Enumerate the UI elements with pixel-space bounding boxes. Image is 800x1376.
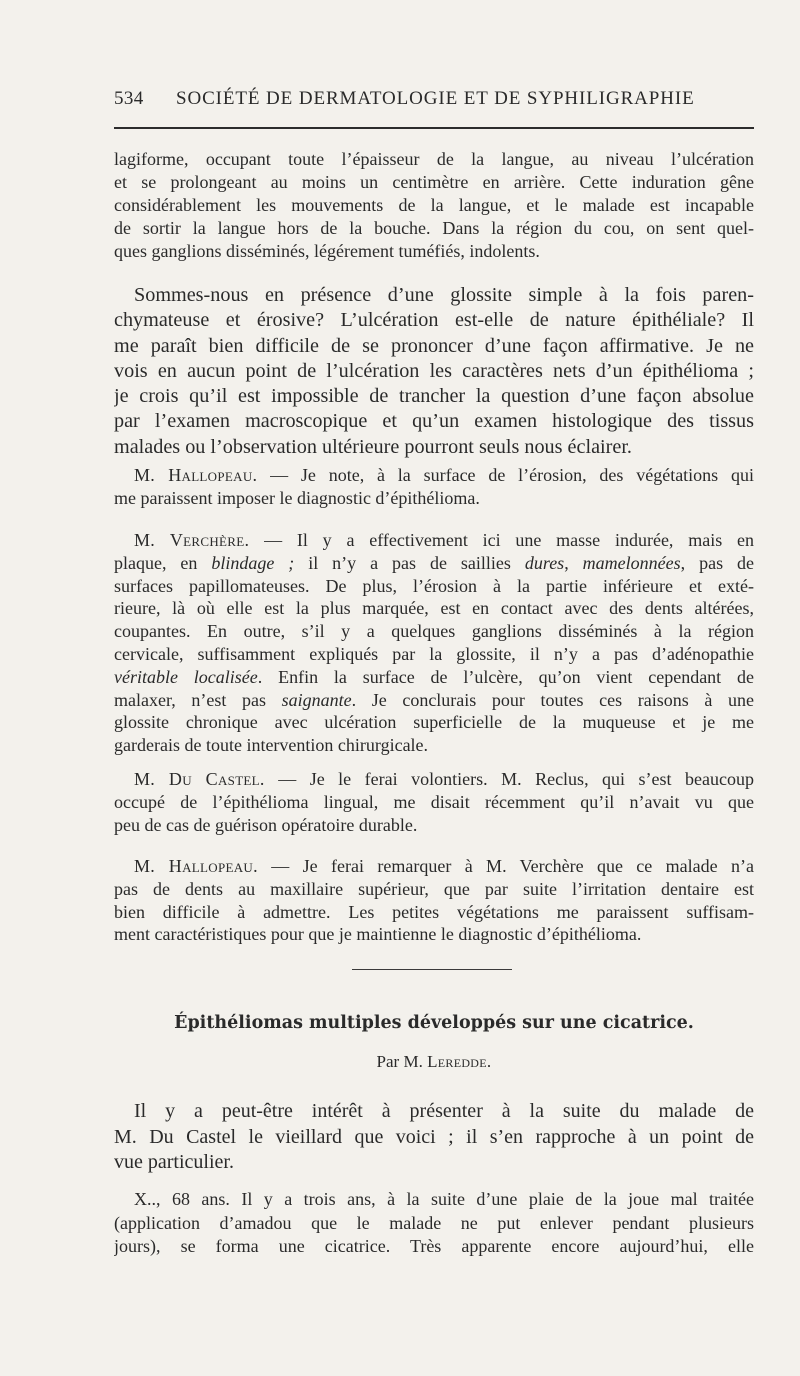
- author-name: Leredde.: [427, 1052, 492, 1071]
- text-line: peu de cas de guérison opératoire durable.: [114, 814, 418, 835]
- paragraph-4: M. Verchère. — Il y a effectivement ici une masse indurée, mais en plaque, en blindage ; il n’y a pas de saillies dures, mamelonnées, pas de surfaces papillomateuses. De plus, l’érosion à la partie inférieure et exté- rieure, là où elle est la plus marquée, est en contact avec des dents altérées, coupantes. En outre, s’il y a quelques ganglions disséminés à la région cervicale, suffisamment expliqués par la glossite, il n’y a pas d’adénopathie véritable localisée. Enfin la surface de l’ulcère, qu’on vient cependant de malaxer, n’est pas saignante. Je conclurais pour toutes ces raisons à une glossite chronique avec ulcération superficielle de la muqueuse et je me garderais de toute intervention chirurgicale.: [114, 530, 754, 756]
- text-line: jours), se forma une cicatrice. Très apparente encore aujourd’hui, elle: [114, 1236, 754, 1256]
- section-divider: [352, 969, 512, 970]
- text-line: et se prolongeant au moins un centimètre en arrière. Cette induration gêne: [114, 172, 754, 192]
- running-title: SOCIÉTÉ DE DERMATOLOGIE ET DE SYPHILIGRAPHIE: [176, 88, 695, 109]
- text-line: Il y a peut-être intérêt à présenter à la suite du malade de: [134, 1100, 754, 1122]
- paragraph-5: M. Du Castel. — Je le ferai volontiers. M. Reclus, qui s’est beaucoup occupé de l’épithélioma lingual, me disait récemment qu’il n’avait vu que peu de cas de guérison opératoire durable.: [114, 769, 754, 835]
- text-line: ment caractéristiques pour que je maintienne le diagnostic d’épithélioma.: [114, 924, 642, 945]
- running-header: [114, 88, 754, 116]
- text-line: me paraissent imposer le diagnostic d’épithélioma.: [114, 487, 480, 508]
- text-line: vue particulier.: [114, 1151, 234, 1173]
- text-line: coupantes. En outre, s’il y a quelques ganglions disséminés à la région: [114, 621, 754, 642]
- speaker-name: M. Verchère.: [134, 530, 250, 550]
- text-line: Sommes-nous en présence d’une glossite simple à la fois paren-: [134, 284, 754, 306]
- text-line: M. Du Castel le vieillard que voici ; il s’en rapproche à un point de: [114, 1125, 754, 1148]
- text-line: (application d’amadou que le malade ne put enlever pendant plusieurs: [114, 1212, 754, 1233]
- text-line: rieure, là où elle est la plus marquée, est en contact avec des dents altérées,: [114, 598, 754, 619]
- text-line: vois en aucun point de l’ulcération les caractères nets d’un épithélioma ;: [114, 359, 754, 382]
- speaker-name: M. Hallopeau.: [134, 856, 258, 876]
- text-line: considérablement les mouvements de la langue, et le malade est incapable: [114, 195, 754, 215]
- text-line: me paraît bien difficile de se prononcer d’une façon affirmative. Je ne: [114, 334, 754, 357]
- text-line: X.., 68 ans. Il y a trois ans, à la suite d’une plaie de la joue mal traitée: [134, 1189, 754, 1209]
- header-rule: [114, 127, 754, 129]
- paragraph-3: M. Hallopeau. — Je note, à la surface de l’érosion, des végétations qui me paraissent imposer le diagnostic d’épithélioma.: [114, 465, 754, 508]
- text-line: je crois qu’il est impossible de trancher la question d’une façon absolue: [114, 385, 754, 408]
- text-line: surfaces papillomateuses. De plus, l’érosion à la partie inférieure et exté-: [114, 575, 754, 596]
- speaker-name: M. Du Castel.: [134, 769, 265, 789]
- speaker-name: M. Hallopeau.: [134, 465, 258, 485]
- text-line: lagiforme, occupant toute l’épaisseur de la langue, au niveau l’ulcération: [114, 149, 754, 169]
- text-line: occupé de l’épithélioma lingual, me disait récemment qu’il n’avait vu que: [114, 791, 754, 812]
- text-line: bien difficile à admettre. Les petites végétations me paraissent suffisam-: [114, 901, 754, 922]
- text-line: ques ganglions disséminés, légérement tuméfiés, indolents.: [114, 241, 540, 261]
- paragraph-6: M. Hallopeau. — Je ferai remarquer à M. Verchère que ce malade n’a pas de dents au maxillaire supérieur, que par suite l’irritation dentaire est bien difficile à admettre. Les petites végétations me paraissent suffisam- ment caractéristiques pour que je maintienne le diagnostic d’épithélioma.: [114, 856, 754, 945]
- text-line: glossite chronique avec ulcération superficielle de la muqueuse et je me: [114, 712, 754, 733]
- paragraph-1: [114, 148, 754, 263]
- paragraph-8: [114, 1188, 754, 1259]
- text-line: par l’examen macroscopique et qu’un examen histologique des tissus: [114, 410, 754, 433]
- text-line: cervicale, suffisamment expliqués par la glossite, il n’y a pas d’adénopathie: [114, 643, 754, 664]
- text-line: de sortir la langue hors de la bouche. Dans la région du cou, on sent quel-: [114, 218, 754, 238]
- text-line: chymateuse et érosive? L’ulcération est-elle de nature épithéliale? Il: [114, 309, 754, 332]
- text-line: malades ou l’observation ultérieure pourront seuls nous éclairer.: [114, 435, 632, 458]
- paragraph-2: [114, 283, 754, 460]
- paragraph-7: [114, 1099, 754, 1176]
- section-title: Épithéliomas multiples développés sur une cicatrice.: [174, 1013, 694, 1033]
- text-line: garderais de toute intervention chirurgicale.: [114, 735, 429, 756]
- page-number: 534: [114, 88, 144, 109]
- text-line: pas de dents au maxillaire supérieur, que par suite l’irritation dentaire est: [114, 878, 754, 899]
- author-byline: Par M. Leredde.: [376, 1052, 492, 1071]
